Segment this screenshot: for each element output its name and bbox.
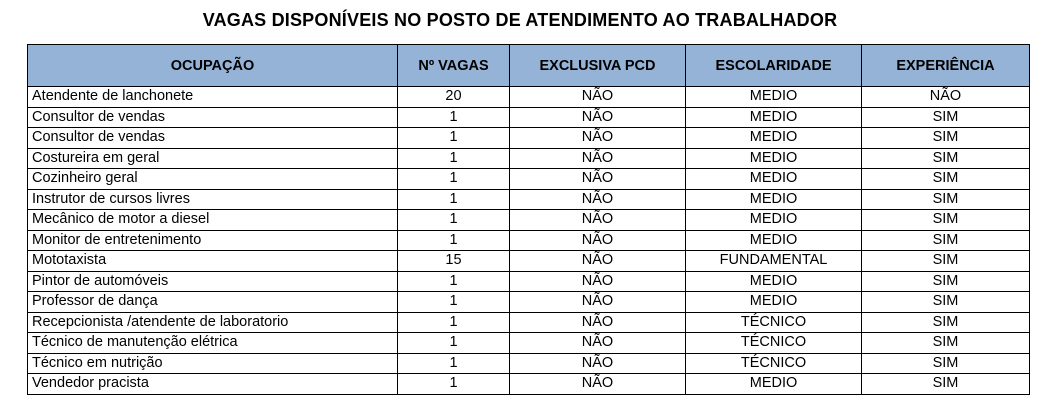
- cell-exclusiva-pcd: NÃO: [510, 148, 686, 169]
- cell-experiencia: SIM: [862, 374, 1030, 395]
- cell-vagas: 1: [398, 353, 510, 374]
- cell-ocupacao: Professor de dança: [28, 292, 398, 313]
- header-exclusiva-pcd: EXCLUSIVA PCD: [510, 45, 686, 87]
- table-body: [28, 87, 1030, 395]
- cell-vagas: 1: [398, 292, 510, 313]
- cell-exclusiva-pcd: NÃO: [510, 271, 686, 292]
- cell-vagas: 20: [398, 87, 510, 108]
- table-row: [28, 374, 1030, 395]
- cell-vagas: 1: [398, 189, 510, 210]
- cell-escolaridade: TÉCNICO: [686, 312, 862, 333]
- cell-ocupacao: Instrutor de cursos livres: [28, 189, 398, 210]
- cell-vagas: 1: [398, 374, 510, 395]
- table-row: [28, 189, 1030, 210]
- cell-exclusiva-pcd: NÃO: [510, 292, 686, 313]
- cell-vagas: 1: [398, 148, 510, 169]
- cell-exclusiva-pcd: NÃO: [510, 128, 686, 149]
- cell-exclusiva-pcd: NÃO: [510, 169, 686, 190]
- table-row: [28, 230, 1030, 251]
- cell-ocupacao: Consultor de vendas: [28, 107, 398, 128]
- cell-exclusiva-pcd: NÃO: [510, 189, 686, 210]
- cell-escolaridade: MEDIO: [686, 169, 862, 190]
- cell-vagas: 15: [398, 251, 510, 272]
- table-row: [28, 353, 1030, 374]
- cell-ocupacao: Recepcionista /atendente de laboratorio: [28, 312, 398, 333]
- table-row: [28, 169, 1030, 190]
- cell-experiencia: SIM: [862, 128, 1030, 149]
- table-row: [28, 292, 1030, 313]
- cell-experiencia: SIM: [862, 292, 1030, 313]
- table-row: [28, 271, 1030, 292]
- cell-exclusiva-pcd: NÃO: [510, 312, 686, 333]
- cell-escolaridade: MEDIO: [686, 87, 862, 108]
- table-row: [28, 312, 1030, 333]
- table-row: [28, 87, 1030, 108]
- cell-vagas: 1: [398, 107, 510, 128]
- cell-escolaridade: MEDIO: [686, 374, 862, 395]
- cell-ocupacao: Pintor de automóveis: [28, 271, 398, 292]
- cell-vagas: 1: [398, 333, 510, 354]
- header-escolaridade: ESCOLARIDADE: [686, 45, 862, 87]
- table-row: [28, 107, 1030, 128]
- cell-escolaridade: MEDIO: [686, 189, 862, 210]
- cell-experiencia: SIM: [862, 148, 1030, 169]
- cell-escolaridade: MEDIO: [686, 107, 862, 128]
- cell-escolaridade: TÉCNICO: [686, 353, 862, 374]
- cell-exclusiva-pcd: NÃO: [510, 107, 686, 128]
- cell-experiencia: SIM: [862, 333, 1030, 354]
- table-header: [28, 45, 1030, 87]
- header-experiencia: EXPERIÊNCIA: [862, 45, 1030, 87]
- cell-ocupacao: Mecânico de motor a diesel: [28, 210, 398, 231]
- cell-experiencia: SIM: [862, 312, 1030, 333]
- cell-vagas: 1: [398, 271, 510, 292]
- cell-escolaridade: MEDIO: [686, 148, 862, 169]
- table-row: [28, 210, 1030, 231]
- table-row: [28, 128, 1030, 149]
- cell-ocupacao: Vendedor pracista: [28, 374, 398, 395]
- cell-ocupacao: Atendente de lanchonete: [28, 87, 398, 108]
- header-row: [28, 45, 1030, 87]
- cell-escolaridade: MEDIO: [686, 210, 862, 231]
- cell-vagas: 1: [398, 128, 510, 149]
- cell-experiencia: SIM: [862, 271, 1030, 292]
- table-row: [28, 251, 1030, 272]
- cell-experiencia: SIM: [862, 189, 1030, 210]
- cell-escolaridade: MEDIO: [686, 230, 862, 251]
- cell-escolaridade: FUNDAMENTAL: [686, 251, 862, 272]
- cell-vagas: 1: [398, 169, 510, 190]
- cell-ocupacao: Técnico de manutenção elétrica: [28, 333, 398, 354]
- cell-escolaridade: TÉCNICO: [686, 333, 862, 354]
- cell-escolaridade: MEDIO: [686, 128, 862, 149]
- cell-exclusiva-pcd: NÃO: [510, 333, 686, 354]
- cell-exclusiva-pcd: NÃO: [510, 353, 686, 374]
- cell-experiencia: SIM: [862, 251, 1030, 272]
- cell-ocupacao: Consultor de vendas: [28, 128, 398, 149]
- cell-exclusiva-pcd: NÃO: [510, 210, 686, 231]
- page-title: VAGAS DISPONÍVEIS NO POSTO DE ATENDIMENTO AO TRABALHADOR: [202, 10, 838, 30]
- cell-experiencia: SIM: [862, 107, 1030, 128]
- cell-experiencia: NÃO: [862, 87, 1030, 108]
- cell-experiencia: SIM: [862, 210, 1030, 231]
- cell-escolaridade: MEDIO: [686, 271, 862, 292]
- cell-ocupacao: Mototaxista: [28, 251, 398, 272]
- cell-experiencia: SIM: [862, 230, 1030, 251]
- cell-exclusiva-pcd: NÃO: [510, 87, 686, 108]
- cell-ocupacao: Técnico em nutrição: [28, 353, 398, 374]
- cell-escolaridade: MEDIO: [686, 292, 862, 313]
- header-vagas: Nº VAGAS: [398, 45, 510, 87]
- table-row: [28, 333, 1030, 354]
- header-ocupacao: OCUPAÇÃO: [28, 45, 398, 87]
- cell-ocupacao: Cozinheiro geral: [28, 169, 398, 190]
- table-row: [28, 148, 1030, 169]
- cell-vagas: 1: [398, 210, 510, 231]
- cell-vagas: 1: [398, 230, 510, 251]
- cell-ocupacao: Monitor de entretenimento: [28, 230, 398, 251]
- cell-experiencia: SIM: [862, 169, 1030, 190]
- cell-exclusiva-pcd: NÃO: [510, 251, 686, 272]
- cell-ocupacao: Costureira em geral: [28, 148, 398, 169]
- cell-experiencia: SIM: [862, 353, 1030, 374]
- cell-vagas: 1: [398, 312, 510, 333]
- cell-exclusiva-pcd: NÃO: [510, 230, 686, 251]
- cell-exclusiva-pcd: NÃO: [510, 374, 686, 395]
- vagas-table: [27, 44, 1030, 395]
